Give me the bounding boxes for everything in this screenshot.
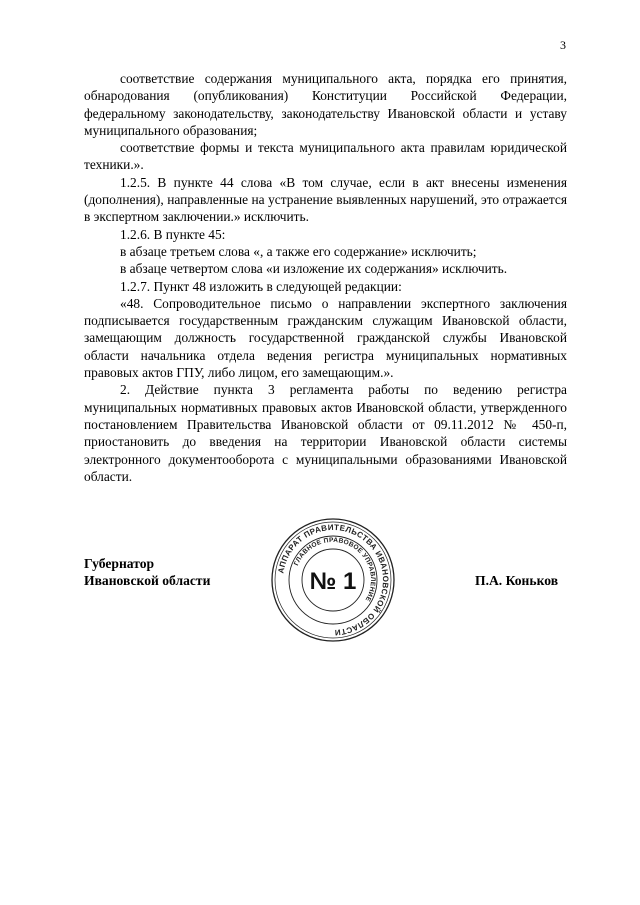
- paragraph: в абзаце четвертом слова «и изложение их содержания» исключить.: [120, 261, 508, 277]
- paragraph: 1.2.6. В пункте 45:: [120, 226, 226, 242]
- page-number: 3: [560, 38, 566, 52]
- paragraph: соответствие формы и текста муниципального акта правилам юридической техники.».: [84, 140, 567, 173]
- signatory-title-line2: Ивановской области: [84, 573, 211, 589]
- official-seal: [270, 517, 396, 643]
- seal-outer-text: АППАРАТ ПРАВИТЕЛЬСТВА ИВАНОВСКОЙ ОБЛАСТИ: [276, 522, 391, 638]
- signatory-title: [84, 555, 210, 590]
- paragraph: в абзаце третьем слова «, а также его содержание» исключить;: [120, 243, 477, 259]
- paragraph: 2. Действие пункта 3 регламента работы по ведению регистра муниципальных нормативных правовых актов Ивановской области, утвержденного постановлением Правительства Ивановской области от 09.11.2012 № 450-п, приостановить до введения на территории Ивановской области системы электронного документооборота с муниципальными образованиями Ивановской области.: [84, 382, 567, 484]
- seal-number: № 1: [309, 568, 357, 595]
- paragraph: 1.2.7. Пункт 48 изложить в следующей редакции:: [120, 278, 402, 294]
- seal-inner-text: ГЛАВНОЕ ПРАВОВОЕ УПРАВЛЕНИЕ: [293, 536, 377, 603]
- signatory-title-line1: Губернатор: [84, 556, 155, 571]
- paragraph: «48. Сопроводительное письмо о направлении экспертного заключения подписывается государственным гражданским служащим Ивановской области, замещающим должность государственной гражданской службы Ивановской области начальника отдела ведения регистра муниципальных нормативных правовых актов ГПУ, либо лицом, его замещающим.».: [84, 295, 567, 381]
- document-body: [84, 70, 567, 485]
- paragraph: соответствие содержания муниципального акта, порядка его принятия, обнародования (опубликования) Конституции Российской Федерации, федеральному законодательству, законодательству Ивановской области и уставу муниципального образования;: [84, 71, 567, 138]
- signatory-name: П.А. Коньков: [475, 573, 559, 588]
- paragraph: 1.2.5. В пункте 44 слова «В том случае, если в акт внесены изменения (дополнения), направленные на устранение выявленных нарушений, это отражается в экспертном заключении.» исключить.: [84, 174, 567, 225]
